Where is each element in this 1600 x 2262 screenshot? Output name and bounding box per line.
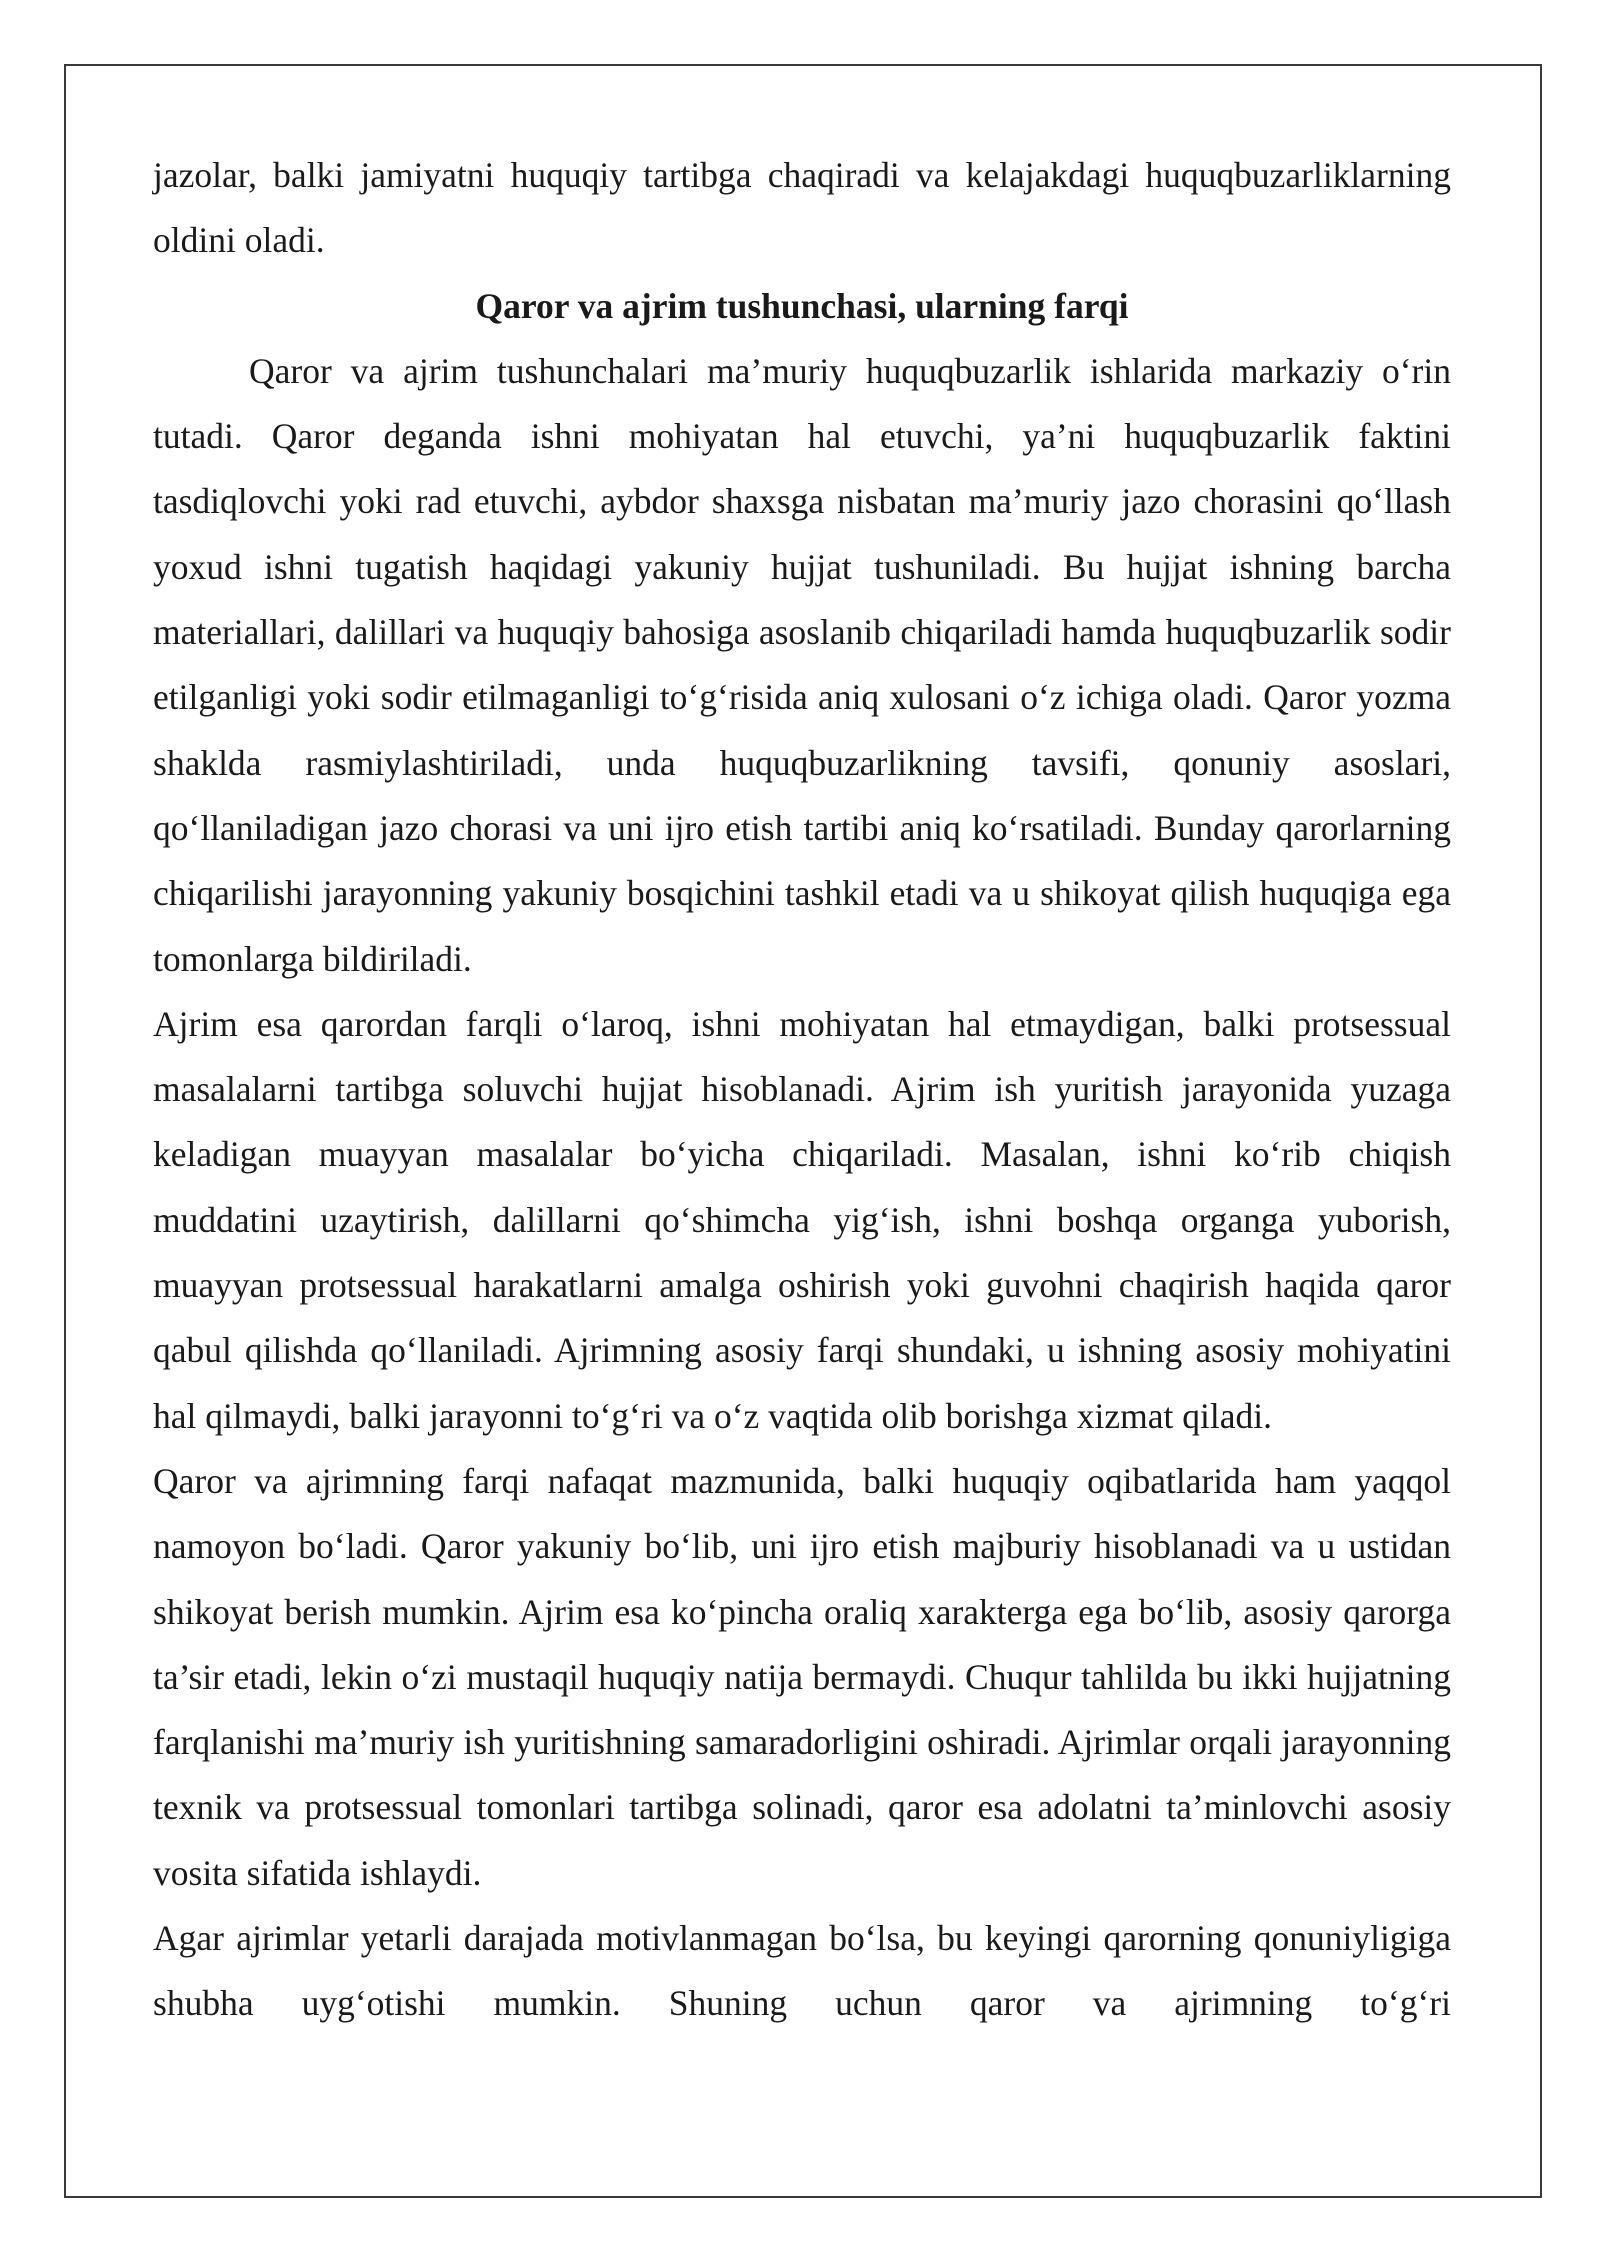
continued-paragraph: jazolar, balki jamiyatni huquqiy tartibga chaqiradi va kelajakdagi huquqbuzarliklarning oldini oladi.	[153, 155, 1451, 261]
document-body	[153, 143, 1451, 2037]
paragraph-qaror-definition: Qaror va ajrim tushunchalari ma’muriy huquqbuzarlik ishlarida markaziy o‘rin tutadi. Qaror deganda ishni mohiyatan hal etuvchi, ya’ni huquqbuzarlik faktini tasdiqlovchi yoki rad etuvchi, aybdor shaxsga nisbatan ma’muriy jazo chorasini qo‘llash yoxud ishni tugatish haqidagi yakuniy hujjat tushuniladi. Bu hujjat ishning barcha materiallari, dalillari va huquqiy bahosiga asoslanib chiqariladi hamda huquqbuzarlik sodir etilganligi yoki sodir etilmaganligi to‘g‘risida aniq xulosani o‘z ichiga oladi. Qaror yozma shaklda rasmiylashtiriladi, unda huquqbuzarlikning tavsifi, qonuniy asoslari, qo‘llaniladigan jazo chorasi va uni ijro etish tartibi aniq ko‘rsatiladi. Bunday qarorlarning chiqarilishi jarayonning yakuniy bosqichini tashkil etadi va u shikoyat qilish huquqiga ega tomonlarga bildiriladi.	[153, 350, 1451, 979]
paragraph-ajrim-definition: Ajrim esa qarordan farqli o‘laroq, ishni mohiyatan hal etmaydigan, balki protsessual masalalarni tartibga soluvchi hujjat hisoblanadi. Ajrim ish yuritish jarayonida yuzaga keladigan muayyan masalalar bo‘yicha chiqariladi. Masalan, ishni ko‘rib chiqish muddatini uzaytirish, dalillarni qo‘shimcha yig‘ish, ishni boshqa organga yuborish, muayyan protsessual harakatlarni amalga oshirish yoki guvohni chaqirish haqida qaror qabul qilishda qo‘llaniladi. Ajrimning asosiy farqi shundaki, u ishning asosiy mohiyatini hal qilmaydi, balki jarayonni to‘g‘ri va o‘z vaqtida olib borishga xizmat qiladi.	[153, 1003, 1451, 1436]
paragraph-differences: Qaror va ajrimning farqi nafaqat mazmunida, balki huquqiy oqibatlarida ham yaqqol namoyon bo‘ladi. Qaror yakuniy bo‘lib, uni ijro etish majburiy hisoblanadi va u ustidan shikoyat berish mumkin. Ajrim esa ko‘pincha oraliq xarakterga ega bo‘lib, asosiy qarorga ta’sir etadi, lekin o‘zi mustaqil huquqiy natija bermaydi. Chuqur tahlilda bu ikki hujjatning farqlanishi ma’muriy ish yuritishning samaradorligini oshiradi. Ajrimlar orqali jarayonning texnik va protsessual tomonlari tartibga solinadi, qaror esa adolatni ta’minlovchi asosiy vosita sifatida ishlaydi.	[153, 1460, 1451, 1893]
paragraph-motivation: Agar ajrimlar yetarli darajada motivlanmagan bo‘lsa, bu keyingi qarorning qonuniyligiga shubha uyg‘otishi mumkin. Shuning uchun qaror va ajrimning to‘g‘ri	[153, 1918, 1451, 2024]
section-heading: Qaror va ajrim tushunchasi, ularning farqi	[475, 285, 1129, 326]
